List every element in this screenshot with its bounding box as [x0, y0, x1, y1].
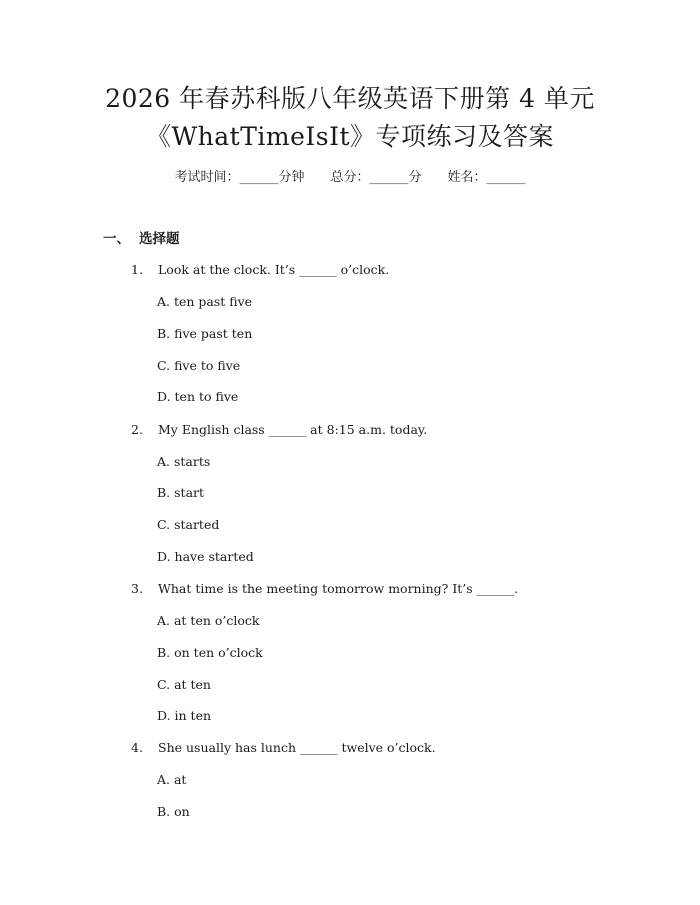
section-title: 选择题	[139, 231, 180, 247]
option: C. five to five	[157, 358, 241, 373]
option: C. started	[157, 517, 220, 532]
question-text: Look at the clock. It’s ______ o’clock.	[158, 262, 390, 277]
question-number: 1.	[131, 262, 143, 277]
question-number: 4.	[131, 740, 143, 755]
option: A. at	[157, 772, 187, 787]
question-number: 3.	[131, 581, 143, 596]
option: A. starts	[157, 454, 211, 469]
option: D. have started	[157, 549, 254, 564]
option: D. in ten	[157, 708, 212, 723]
option: A. ten past five	[157, 294, 253, 309]
question-text: My English class ______ at 8:15 a.m. today.	[158, 422, 428, 437]
option: B. on ten o’clock	[157, 645, 263, 660]
exam-score: 总分：______分	[330, 170, 422, 185]
exam-name: 姓名：______	[447, 170, 526, 185]
question-text: She usually has lunch ______ twelve o’clock.	[158, 740, 436, 755]
exam-info	[0, 168, 700, 188]
option: A. at ten o’clock	[157, 613, 260, 628]
option: B. start	[157, 485, 205, 500]
question	[131, 580, 651, 598]
document-title-line-1: 2026 年春苏科版八年级英语下册第 4 单元	[105, 84, 595, 113]
option: D. ten to five	[157, 389, 239, 404]
question	[131, 421, 651, 439]
option: B. on	[157, 804, 190, 819]
option: B. five past ten	[157, 326, 253, 341]
section-heading	[103, 229, 180, 249]
question-number: 2.	[131, 422, 143, 437]
document-title-line-2: 《WhatTimeIsIt》专项练习及答案	[145, 122, 555, 151]
question-text: What time is the meeting tomorrow morning? It’s ______.	[158, 581, 519, 596]
exam-time: 考试时间：______分钟	[174, 170, 305, 185]
question	[131, 739, 651, 757]
section-number: 一、	[103, 231, 130, 247]
option: C. at ten	[157, 677, 211, 692]
question	[131, 261, 651, 279]
